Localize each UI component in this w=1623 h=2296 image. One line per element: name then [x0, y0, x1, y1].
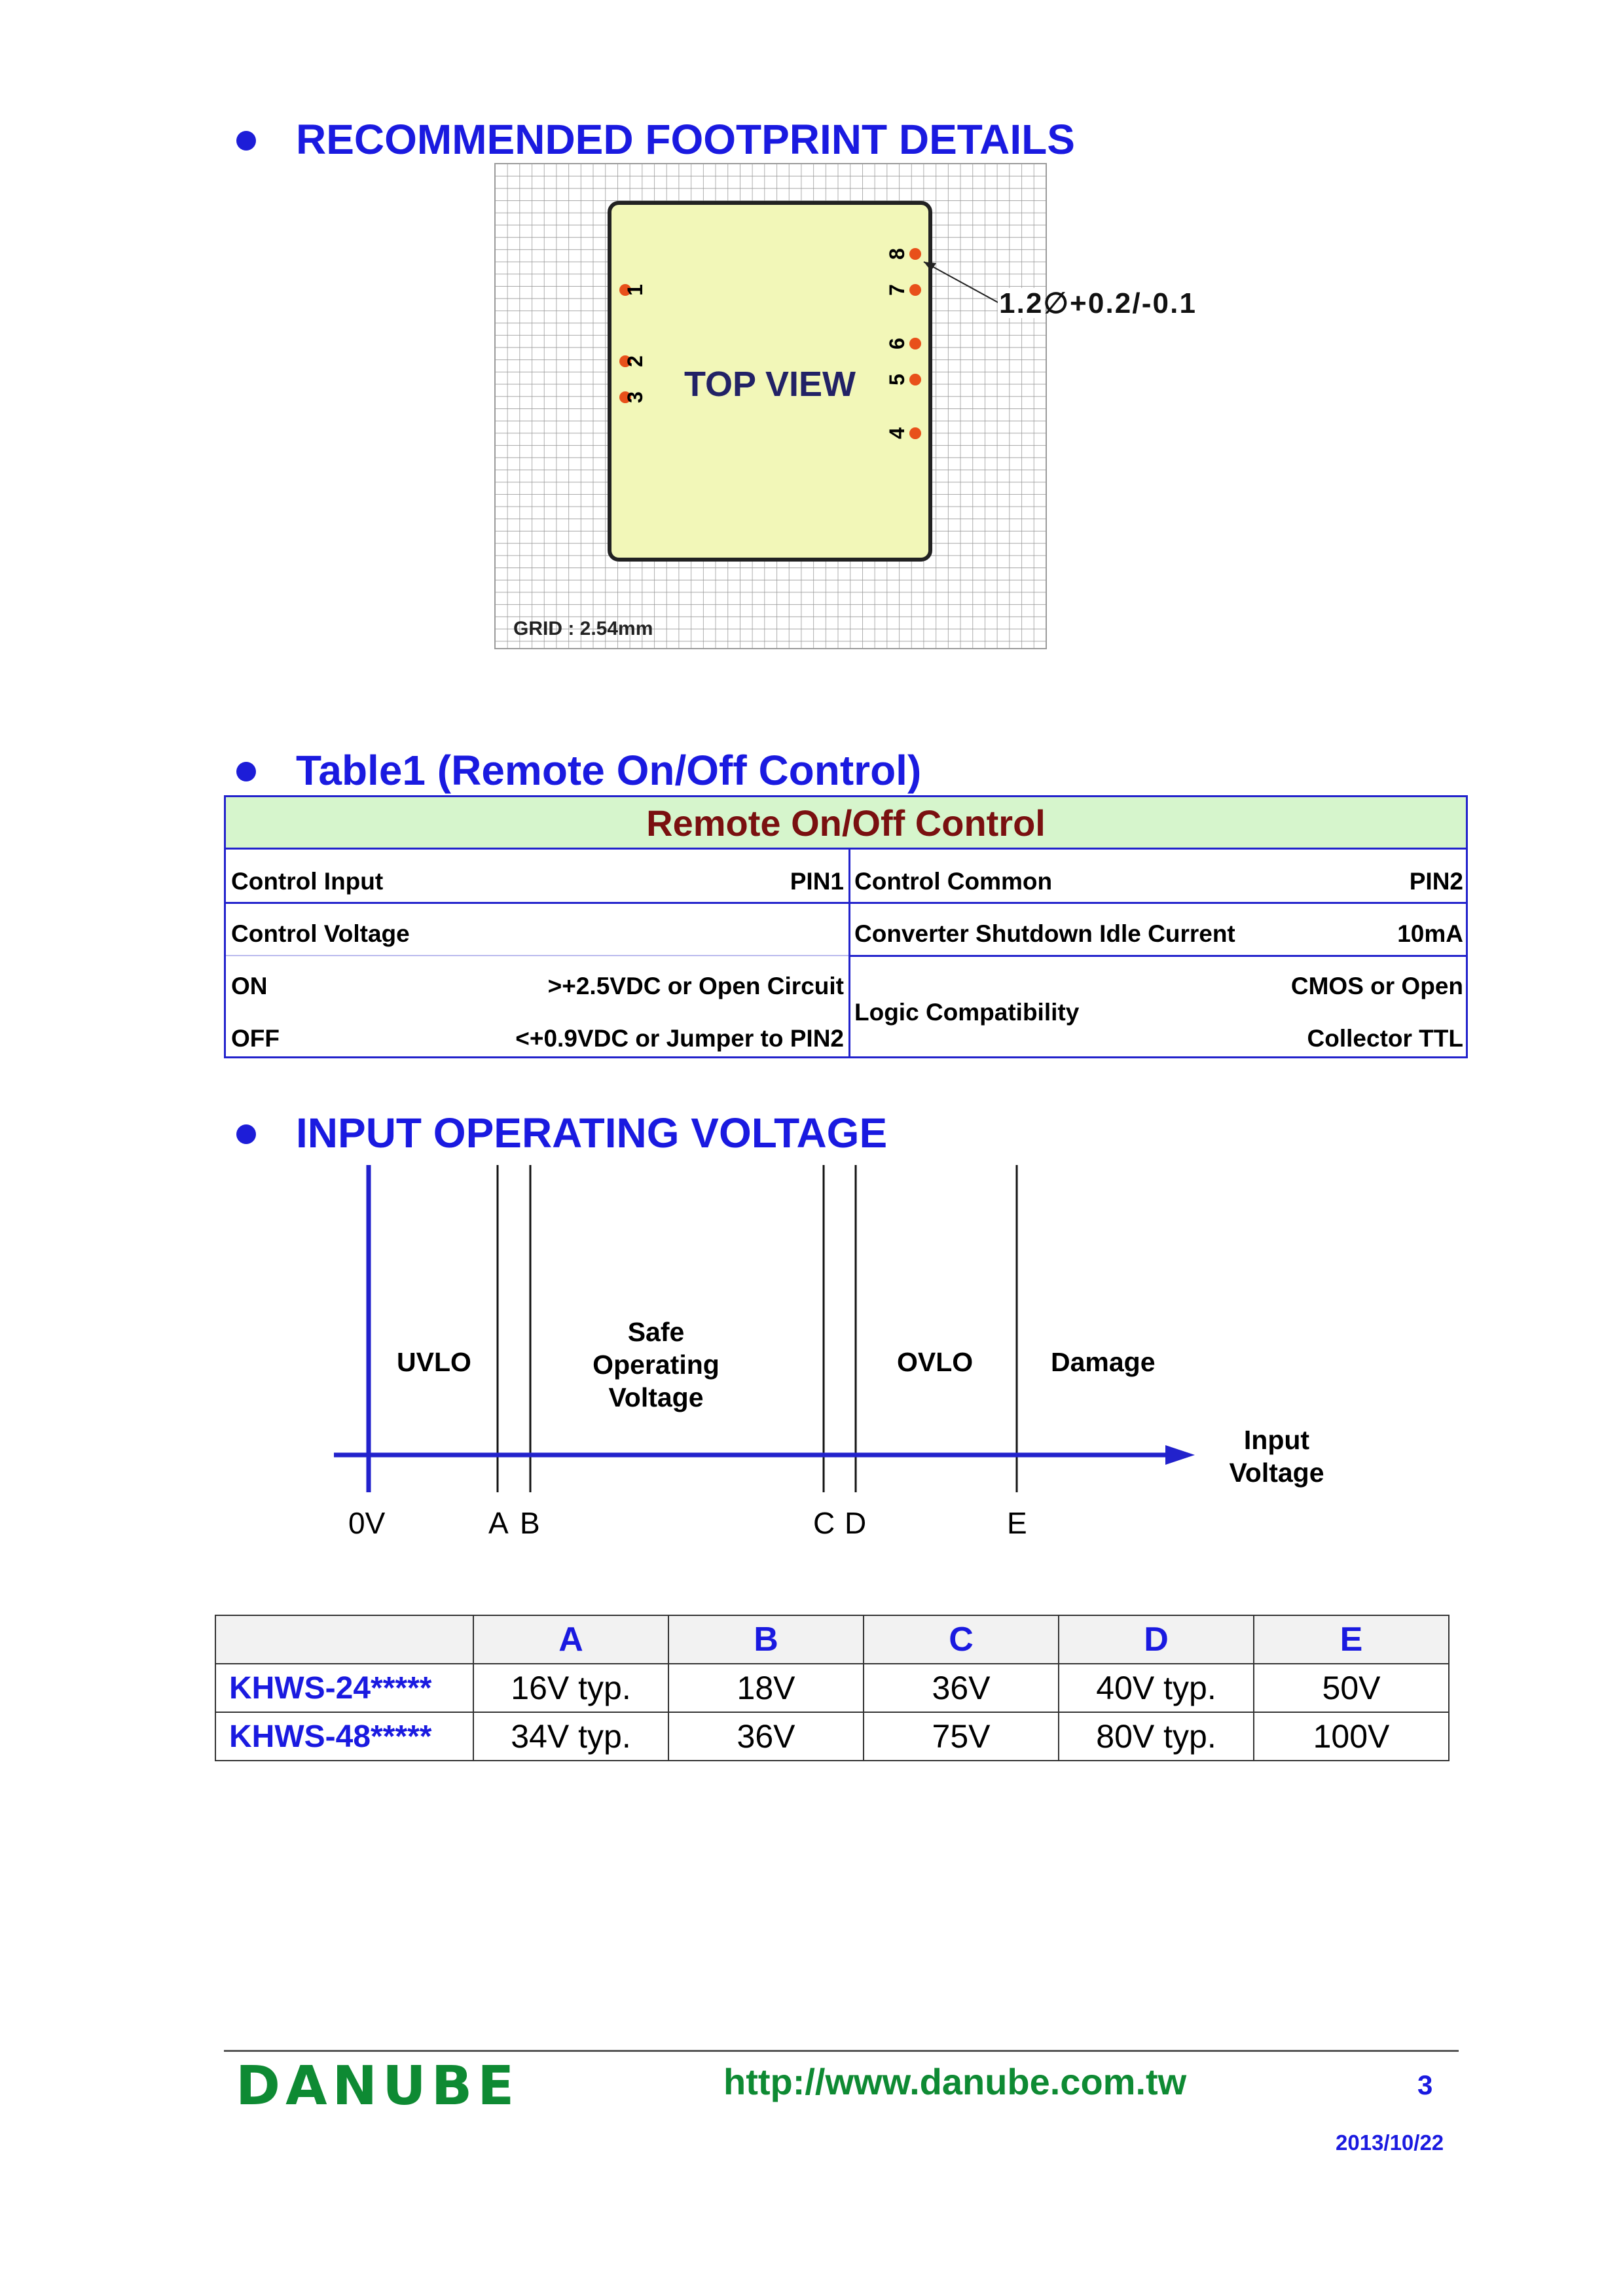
header-cell: B — [668, 1615, 864, 1664]
danube-logo: DANUBE — [236, 2055, 520, 2117]
website-link[interactable]: http://www.danube.com.tw — [723, 2061, 1187, 2102]
voltage-heading: INPUT OPERATING VOLTAGE — [296, 1109, 888, 1157]
hole-spec: 1.2∅+0.2/-0.1 — [999, 287, 1195, 319]
shutdown-label: Converter Shutdown Idle Current — [854, 920, 1235, 947]
shutdown-value: 10mA — [1397, 920, 1463, 947]
tick-d: D — [845, 1506, 867, 1540]
top-view-label: TOP VIEW — [684, 365, 856, 404]
pin-label: 4 — [885, 427, 909, 439]
tick-b: B — [520, 1506, 540, 1540]
axis-arrow-icon — [1165, 1445, 1195, 1465]
value-cell: 80V typ. — [1059, 1712, 1254, 1761]
value-cell: 50V — [1254, 1664, 1449, 1712]
model-cell: KHWS-48***** — [215, 1712, 473, 1761]
logic-value-2: Collector TTL — [1307, 1025, 1463, 1052]
bullet-icon — [236, 762, 256, 781]
pin-label: 1 — [623, 284, 647, 296]
footprint-diagram — [495, 164, 1195, 649]
pin-hole — [909, 374, 921, 386]
footprint-heading: RECOMMENDED FOOTPRINT DETAILS — [296, 116, 1075, 163]
tick-0v: 0V — [348, 1506, 386, 1540]
header-cell: D — [1059, 1615, 1254, 1664]
voltage-diagram — [314, 1152, 1362, 1558]
pin-label: 3 — [623, 391, 647, 403]
safe-label-1: Safe — [627, 1317, 685, 1347]
tick-c: C — [813, 1506, 835, 1540]
table1-heading: Table1 (Remote On/Off Control) — [296, 747, 922, 794]
axis-label-1: Input — [1243, 1425, 1310, 1455]
pin1-value: PIN1 — [790, 868, 844, 895]
bullet-icon — [236, 131, 256, 151]
control-common-label: Control Common — [854, 868, 1053, 895]
table-header-row — [215, 1615, 1449, 1664]
footer-divider — [224, 2050, 1459, 2052]
pin-hole — [909, 248, 921, 260]
pin-hole — [909, 338, 921, 350]
off-label: OFF — [231, 1025, 280, 1052]
logic-label: Logic Compatibility — [854, 999, 1080, 1026]
pin-label: 2 — [623, 355, 647, 367]
header-cell — [215, 1615, 473, 1664]
remote-control-table — [224, 795, 1468, 1058]
pin-label: 6 — [885, 338, 909, 350]
value-cell: 36V — [668, 1712, 864, 1761]
page-number: 3 — [1417, 2070, 1433, 2100]
control-input-label: Control Input — [231, 868, 384, 895]
grid-note: GRID : 2.54mm — [513, 618, 653, 639]
uvlo-label: UVLO — [397, 1347, 471, 1377]
table-row — [215, 1712, 1449, 1761]
value-cell: 16V typ. — [473, 1664, 668, 1712]
model-cell: KHWS-24***** — [215, 1664, 473, 1712]
logic-value-1: CMOS or Open — [1290, 973, 1463, 999]
value-cell: 75V — [864, 1712, 1059, 1761]
tick-e: E — [1007, 1506, 1027, 1540]
value-cell: 40V typ. — [1059, 1664, 1254, 1712]
remote-table-header: Remote On/Off Control — [226, 797, 1466, 850]
pin-label: 5 — [885, 374, 909, 386]
table-row — [215, 1664, 1449, 1712]
on-label: ON — [231, 973, 268, 999]
header-cell: C — [864, 1615, 1059, 1664]
pin-hole — [909, 427, 921, 439]
on-value: >+2.5VDC or Open Circuit — [547, 973, 844, 999]
bullet-icon — [236, 1124, 256, 1144]
value-cell: 100V — [1254, 1712, 1449, 1761]
axis-label-2: Voltage — [1229, 1458, 1324, 1488]
header-cell: E — [1254, 1615, 1449, 1664]
value-cell: 36V — [864, 1664, 1059, 1712]
pin-label: 7 — [885, 284, 909, 296]
safe-label-2: Operating — [593, 1350, 720, 1380]
tick-a: A — [488, 1506, 509, 1540]
value-cell: 18V — [668, 1664, 864, 1712]
pin2-value: PIN2 — [1409, 868, 1463, 895]
voltage-table — [215, 1615, 1450, 1761]
pin-label: 8 — [885, 248, 909, 260]
document-date: 2013/10/22 — [1336, 2130, 1444, 2155]
pin-hole — [909, 284, 921, 296]
value-cell: 34V typ. — [473, 1712, 668, 1761]
control-voltage-label: Control Voltage — [231, 920, 410, 947]
header-cell: A — [473, 1615, 668, 1664]
off-value: <+0.9VDC or Jumper to PIN2 — [515, 1025, 844, 1052]
safe-label-3: Voltage — [608, 1382, 704, 1412]
damage-label: Damage — [1051, 1347, 1156, 1377]
ovlo-label: OVLO — [897, 1347, 974, 1377]
